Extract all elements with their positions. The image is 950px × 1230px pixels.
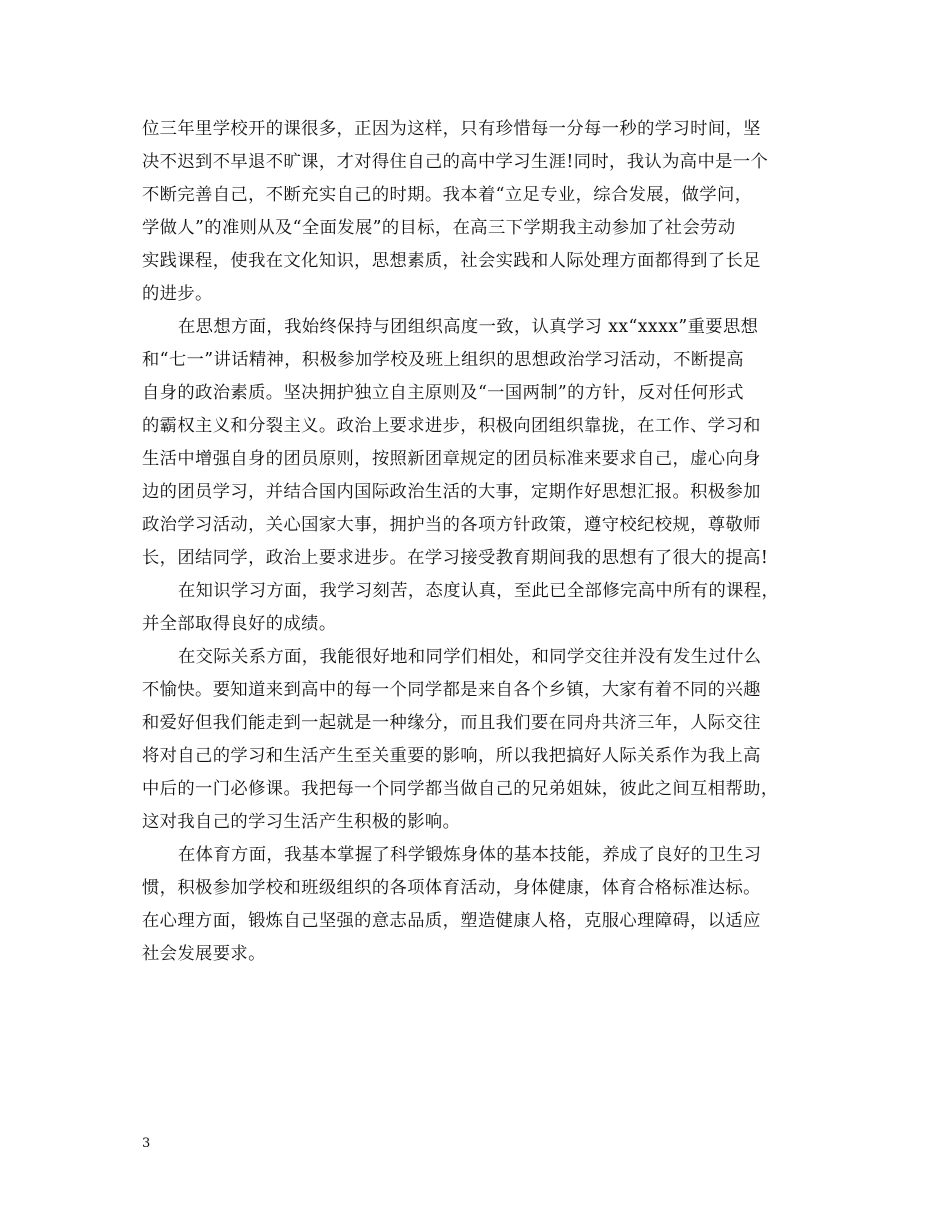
text-line: 政治学习活动，关心国家大事，拥护当的各项方针政策，遵守校纪校规，尊敬师 — [142, 515, 761, 535]
paragraph-first-line: 在思想方面，我始终保持与团组织高度一致，认真学习 xx“xxxx”重要思想 — [178, 317, 759, 337]
text-line: 并全部取得良好的成绩。 — [142, 614, 337, 634]
text-line: 位三年里学校开的课很多，正因为这样，只有珍惜每一分每一秒的学习时间，坚 — [142, 119, 761, 139]
text-line: 长，团结同学，政治上要求进步。在学习接受教育期间我的思想有了很大的提高! — [142, 548, 769, 568]
text-line: 中后的一门必修课。我把每一个同学都当做自己的兄弟姐妹，彼此之间互相帮助， — [142, 779, 779, 799]
text-line: 边的团员学习，并结合国内国际政治生活的大事，定期作好思想汇报。积极参加 — [142, 482, 761, 502]
paragraph-first-line: 在交际关系方面，我能很好地和同学们相处，和同学交往并没有发生过什么 — [178, 647, 762, 667]
text-line: 的霸权主义和分裂主义。政治上要求进步，积极向团组织靠拢，在工作、学习和 — [142, 416, 761, 436]
text-line: 将对自己的学习和生活产生至关重要的影响，所以我把搞好人际关系作为我上高 — [142, 746, 761, 766]
text-line: 学做人”的准则从及“全面发展”的目标，在高三下学期我主动参加了社会劳动 — [142, 218, 736, 238]
text-line: 的进步。 — [142, 284, 213, 304]
text-line: 社会发展要求。 — [142, 944, 266, 964]
paragraph-first-line: 在知识学习方面，我学习刻苦，态度认真，至此已全部修完高中所有的课程， — [178, 581, 780, 601]
text-line: 惯，积极参加学校和班级组织的各项体育活动，身体健康，体育合格标准达标。 — [142, 878, 761, 898]
document-body — [142, 113, 810, 971]
text-line: 生活中增强自身的团员原则，按照新团章规定的团员标准来要求自己，虚心向身 — [142, 449, 761, 469]
text-line: 这对我自己的学习生活产生积极的影响。 — [142, 812, 461, 832]
text-line: 自身的政治素质。坚决拥护独立自主原则及“一国两制”的方针，反对任何形式 — [142, 383, 744, 403]
paragraph-first-line: 在体育方面，我基本掌握了科学锻炼身体的基本技能，养成了良好的卫生习 — [178, 845, 762, 865]
text-line: 实践课程，使我在文化知识，思想素质，社会实践和人际处理方面都得到了长足 — [142, 251, 761, 271]
text-line: 决不迟到不早退不旷课，才对得住自己的高中学习生涯!同时，我认为高中是一个 — [142, 152, 769, 172]
text-line: 不断完善自己，不断充实自己的时期。我本着“立足专业，综合发展，做学问， — [142, 185, 753, 205]
text-line: 不愉快。要知道来到高中的每一个同学都是来自各个乡镇，大家有着不同的兴趣 — [142, 680, 761, 700]
page-number: 3 — [142, 1136, 151, 1151]
text-line: 在心理方面，锻炼自己坚强的意志品质，塑造健康人格，克服心理障碍，以适应 — [142, 911, 761, 931]
text-line: 和“七一”讲话精神，积极参加学校及班上组织的思想政治学习活动，不断提高 — [142, 350, 744, 370]
text-line: 和爱好但我们能走到一起就是一种缘分，而且我们要在同舟共济三年，人际交往 — [142, 713, 761, 733]
